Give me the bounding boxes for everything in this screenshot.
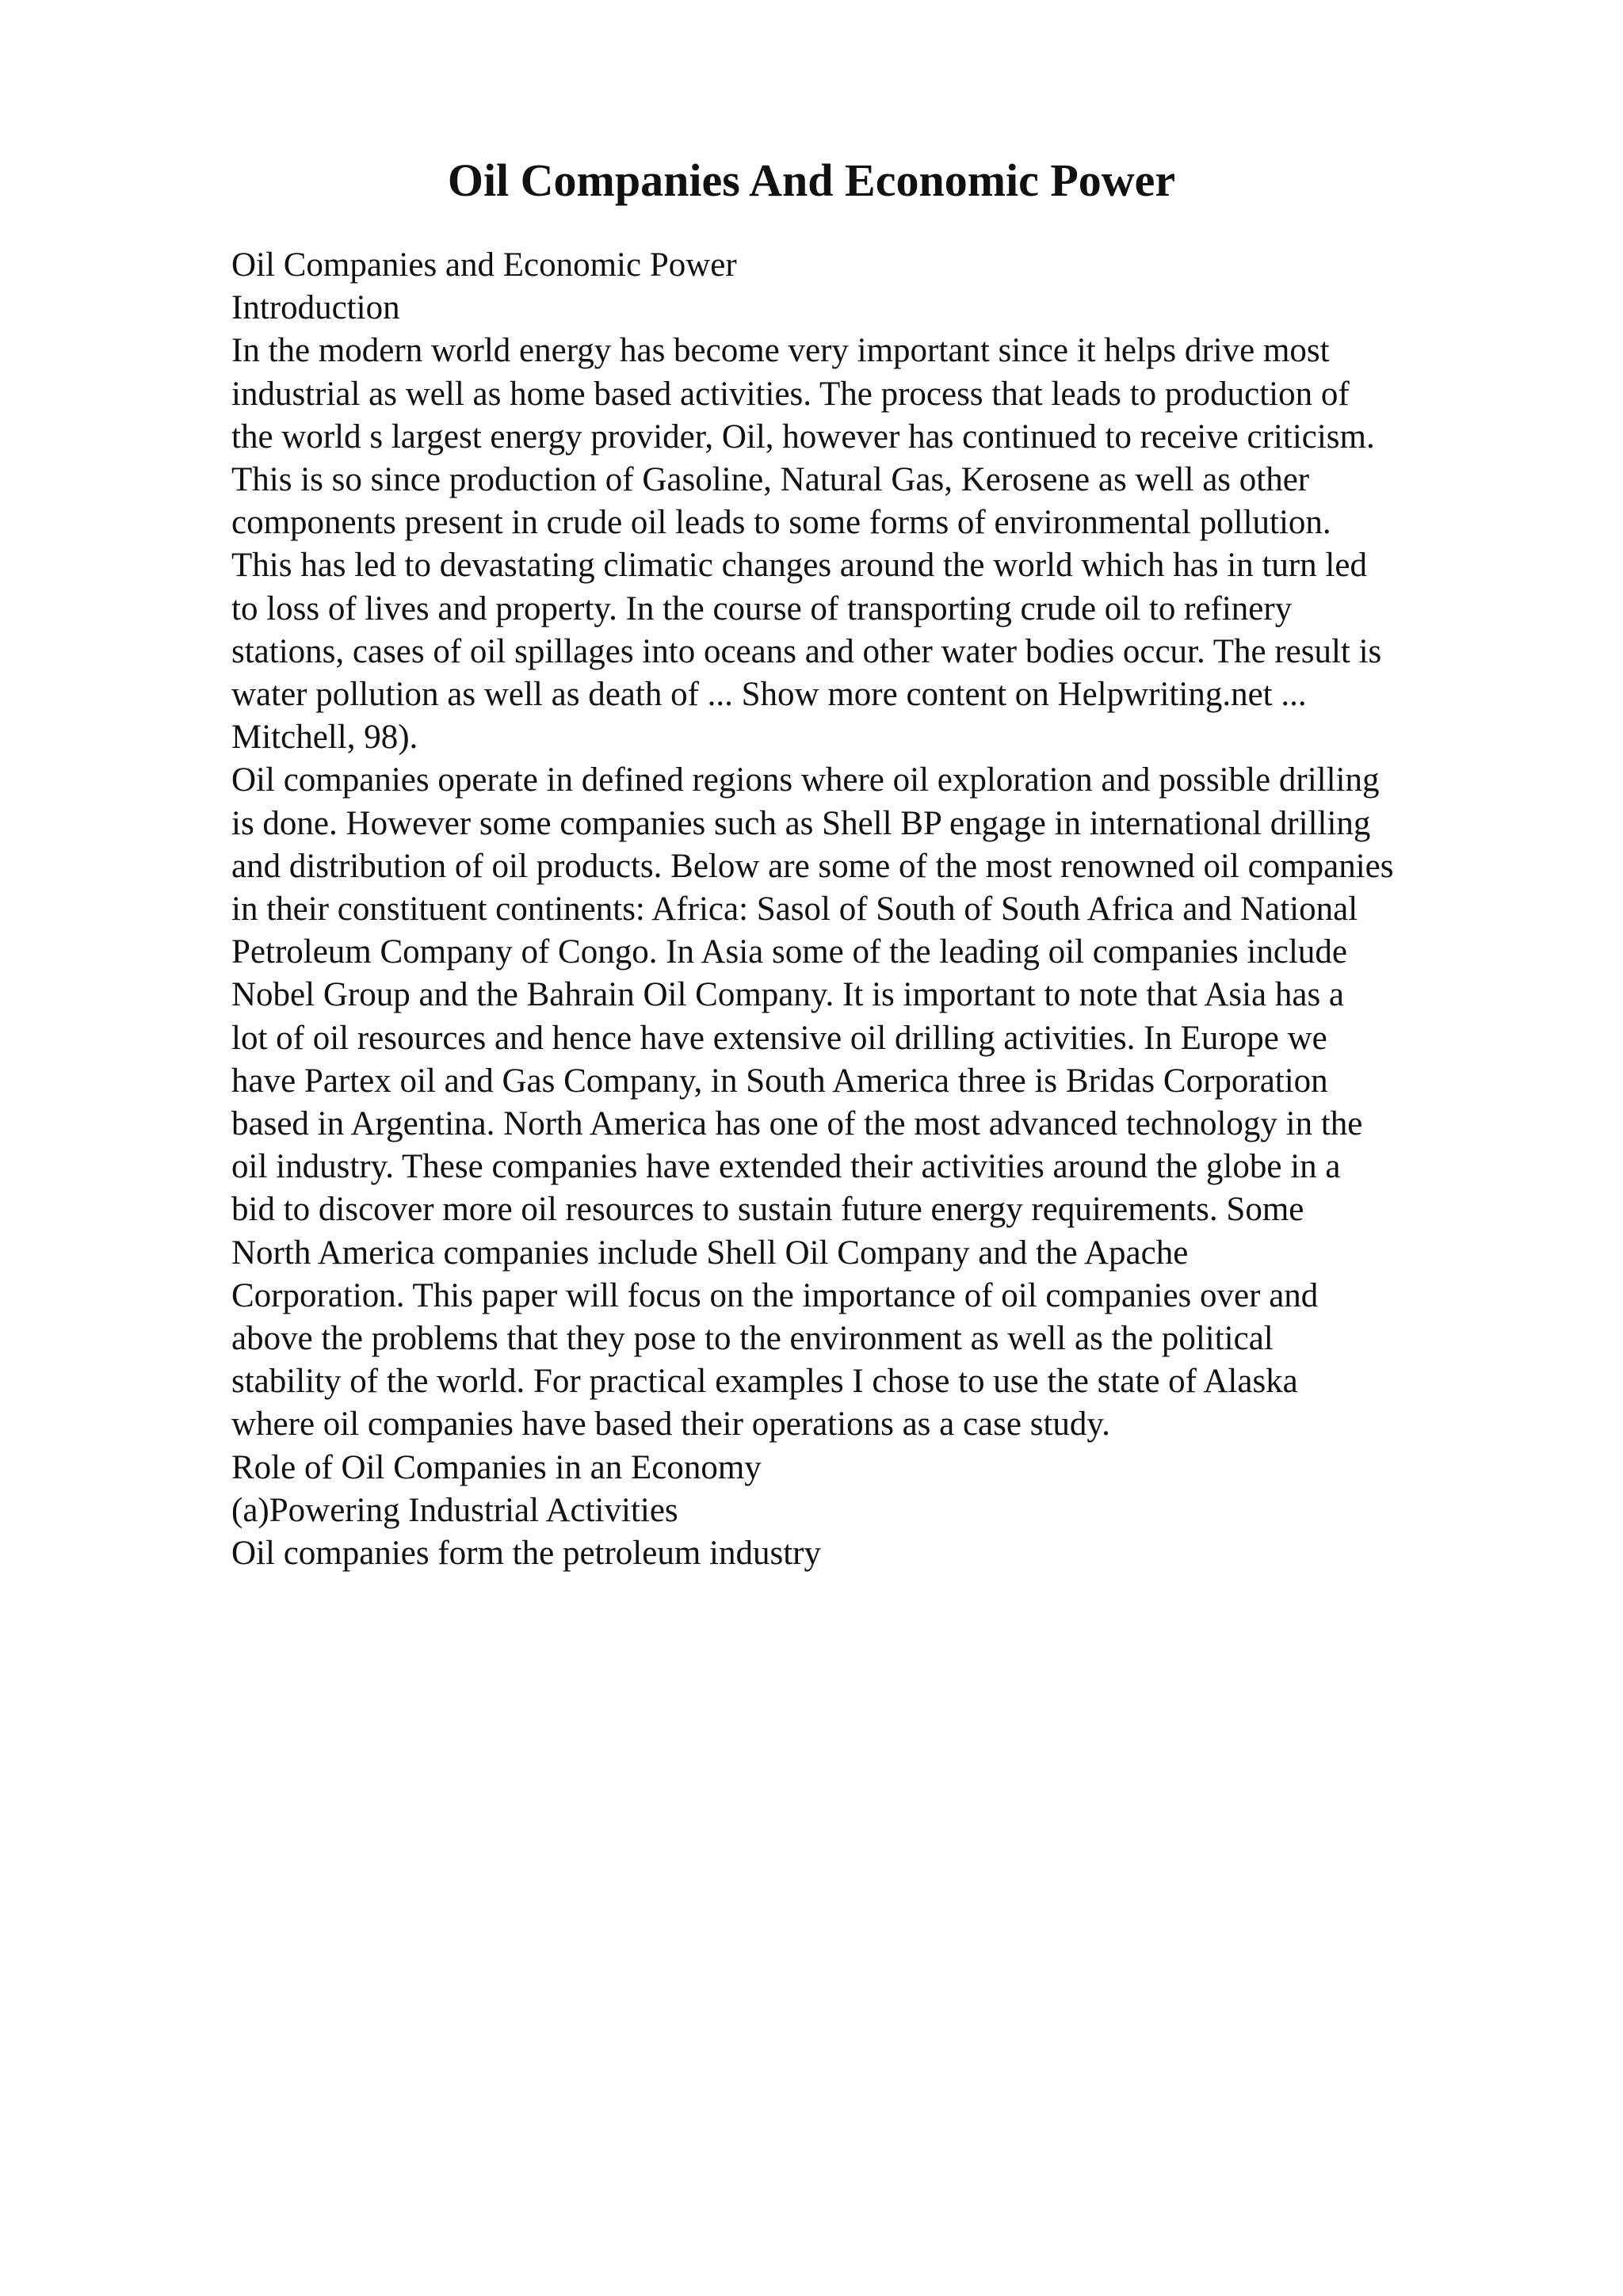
body-line: industrial as well as home based activities. The process that leads to production of	[231, 375, 1350, 413]
body-line: where oil companies have based their operations as a case study.	[231, 1405, 1110, 1444]
body-line: to loss of lives and property. In the course of transporting crude oil to refinery	[231, 589, 1293, 627]
body-line: lot of oil resources and hence have extensive oil drilling activities. In Europe we	[231, 1019, 1327, 1057]
body-line: water pollution as well as death of ... Show more content on Helpwriting.net ...	[231, 676, 1307, 714]
body-line: Oil Companies and Economic Power	[231, 246, 737, 284]
body-line: This is so since production of Gasoline, Natural Gas, Kerosene as well as other	[231, 461, 1310, 499]
body-line: Mitchell, 98).	[231, 719, 418, 757]
body-line: stability of the world. For practical examples I chose to use the state of Alaska	[231, 1363, 1298, 1401]
body-line: In the modern world energy has become very important since it helps drive most	[231, 332, 1330, 370]
body-line: This has led to devastating climatic changes around the world which has in turn led	[231, 547, 1367, 585]
body-line: North America companies include Shell Oil Company and the Apache	[231, 1234, 1189, 1272]
body-line: is done. However some companies such as Shell BP engage in international drilling	[231, 804, 1371, 842]
body-line: Petroleum Company of Congo. In Asia some of the leading oil companies include	[231, 933, 1347, 971]
body-line: bid to discover more oil resources to sustain future energy requirements. Some	[231, 1191, 1304, 1229]
document-body	[231, 244, 1515, 1575]
body-line: oil industry. These companies have extended their activities around the globe in a	[231, 1148, 1341, 1186]
body-line: Nobel Group and the Bahrain Oil Company. It is important to note that Asia has a	[231, 976, 1345, 1014]
subsection-heading: (a)Powering Industrial Activities	[231, 1491, 678, 1529]
body-line: Corporation. This paper will focus on the importance of oil companies over and	[231, 1276, 1319, 1314]
section-heading: Role of Oil Companies in an Economy	[231, 1448, 762, 1486]
body-line: above the problems that they pose to the environment as well as the political	[231, 1320, 1274, 1358]
body-line: stations, cases of oil spillages into oceans and other water bodies occur. The result is	[231, 632, 1382, 670]
body-line: in their constituent continents: Africa: Sasol of South of South Africa and National	[231, 891, 1358, 929]
body-line: Oil companies operate in defined regions where oil exploration and possible drilling	[231, 761, 1380, 799]
body-line: Introduction	[231, 289, 400, 327]
body-line: Oil companies form the petroleum industry	[231, 1535, 821, 1573]
body-line: and distribution of oil products. Below are some of the most renowned oil companies	[231, 847, 1394, 885]
document-title: Oil Companies And Economic Power	[447, 154, 1176, 206]
body-line: components present in crude oil leads to some forms of environmental pollution.	[231, 504, 1331, 542]
body-line: the world s largest energy provider, Oil, however has continued to receive criticism.	[231, 418, 1375, 456]
body-line: based in Argentina. North America has one of the most advanced technology in the	[231, 1105, 1363, 1143]
body-line: have Partex oil and Gas Company, in South America three is Bridas Corporation	[231, 1062, 1328, 1100]
